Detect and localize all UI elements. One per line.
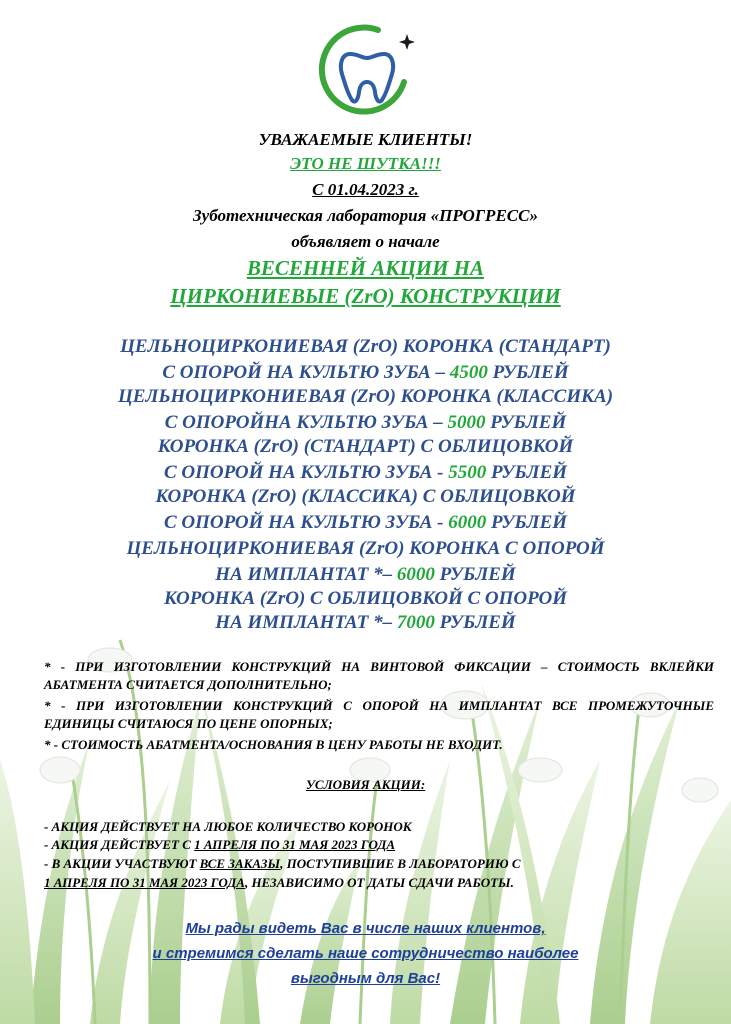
closing-line-3: выгодным для Вас! bbox=[290, 970, 441, 987]
price-item-title: ЦЕЛЬНОЦИРКОНИЕВАЯ (ZrO) КОРОНКА (КЛАССИКА) bbox=[117, 386, 614, 407]
price-item-suffix: РУБЛЕЙ bbox=[485, 412, 567, 433]
price-item-prefix: НА ИМПЛАНТАТ *– bbox=[215, 612, 397, 633]
promo-title-line1: ВЕСЕННЕЙ АКЦИИ НА bbox=[246, 256, 485, 280]
price-item-suffix: РУБЛЕЙ bbox=[486, 512, 568, 533]
price-item-title: ЦЕЛЬНОЦИРКОНИЕВАЯ (ZrO) КОРОНКА С ОПОРОЙ bbox=[126, 538, 605, 559]
price-item-suffix: РУБЛЕЙ bbox=[486, 462, 568, 483]
note-implant-units: * - ПРИ ИЗГОТОВЛЕНИИ КОНСТРУКЦИЙ С ОПОРОЙ НА ИМПЛАНТАТ ВСЕ ПРОМЕЖУТОЧНЫЕ ЕДИНИЦЫ СЧИТАЮСЯ ПО ЦЕНЕ ОПОРНЫХ; bbox=[44, 698, 714, 731]
start-date: С 01.04.2023 г. bbox=[312, 180, 419, 199]
tooth-logo-icon bbox=[312, 22, 422, 117]
price-amount: 5500 bbox=[448, 462, 487, 483]
price-item-line bbox=[0, 564, 731, 586]
condition-line-2 bbox=[44, 836, 714, 854]
condition-line-3-all-orders: ВСЕ ЗАКАЗЫ bbox=[199, 856, 281, 871]
price-item-suffix: РУБЛЕЙ bbox=[434, 612, 516, 633]
price-amount: 6000 bbox=[448, 512, 487, 533]
not-joke-heading: ЭТО НЕ ШУТКА!!! bbox=[290, 154, 441, 173]
condition-line-4-dates: 1 АПРЕЛЯ ПО 31 МАЯ 2023 ГОДА bbox=[44, 875, 245, 890]
price-item-title: КОРОНКА (ZrO) (СТАНДАРТ) С ОБЛИЦОВКОЙ bbox=[157, 436, 574, 457]
condition-line-4 bbox=[44, 874, 714, 892]
price-item-prefix: С ОПОРОЙ НА КУЛЬТЮ ЗУБА - bbox=[163, 462, 449, 483]
promo-title-line2: ЦИРКОНИЕВЫЕ (ZrO) КОНСТРУКЦИИ bbox=[170, 284, 561, 308]
price-item-prefix: С ОПОРОЙ НА КУЛЬТЮ ЗУБА - bbox=[163, 512, 449, 533]
price-item-prefix: С ОПОРОЙ НА КУЛЬТЮ ЗУБА – bbox=[162, 362, 450, 383]
condition-line-3-suffix: , ПОСТУПИВШИЕ В ЛАБОРАТОРИЮ С bbox=[280, 856, 521, 871]
note-abutment-cost: * - СТОИМОСТЬ АБАТМЕНТА/ОСНОВАНИЯ В ЦЕНУ РАБОТЫ НЕ ВХОДИТ. bbox=[44, 737, 503, 752]
conditions-title: УСЛОВИЯ АКЦИИ: bbox=[305, 777, 426, 792]
price-item-title: КОРОНКА (ZrO) (КЛАССИКА) С ОБЛИЦОВКОЙ bbox=[155, 486, 576, 507]
price-amount: 7000 bbox=[396, 612, 435, 633]
price-amount: 6000 bbox=[396, 564, 435, 585]
condition-line-2-prefix: - АКЦИЯ ДЕЙСТВУЕТ С bbox=[44, 837, 195, 852]
price-item-line bbox=[0, 412, 731, 434]
closing-line-2: и стремимся сделать наше сотрудничество наиболее bbox=[152, 945, 579, 962]
price-item-title: КОРОНКА (ZrO) С ОБЛИЦОВКОЙ С ОПОРОЙ bbox=[164, 588, 567, 609]
price-item-title: ЦЕЛЬНОЦИРКОНИЕВАЯ (ZrO) КОРОНКА (СТАНДАРТ) bbox=[120, 336, 611, 357]
condition-line-4-suffix: , НЕЗАВИСИМО ОТ ДАТЫ СДАЧИ РАБОТЫ. bbox=[244, 875, 514, 890]
price-item-line bbox=[0, 512, 731, 534]
condition-line-3 bbox=[44, 855, 714, 873]
price-item-line bbox=[0, 612, 731, 634]
price-item-line bbox=[0, 362, 731, 384]
condition-line-2-dates: 1 АПРЕЛЯ ПО 31 МАЯ 2023 ГОДА bbox=[194, 837, 396, 852]
price-item-prefix: НА ИМПЛАНТАТ *– bbox=[215, 564, 397, 585]
price-item-suffix: РУБЛЕЙ bbox=[487, 362, 569, 383]
condition-line-1: - АКЦИЯ ДЕЙСТВУЕТ НА ЛЮБОЕ КОЛИЧЕСТВО КОРОНОК bbox=[44, 819, 412, 834]
greeting-heading: УВАЖАЕМЫЕ КЛИЕНТЫ! bbox=[258, 130, 473, 149]
price-item-suffix: РУБЛЕЙ bbox=[434, 564, 516, 585]
lab-name-line: Зуботехническая лаборатория «ПРОГРЕСС» bbox=[193, 206, 538, 225]
price-item-prefix: С ОПОРОЙНА КУЛЬТЮ ЗУБА – bbox=[164, 412, 448, 433]
price-amount: 5000 bbox=[447, 412, 486, 433]
note-screw-fixation: * - ПРИ ИЗГОТОВЛЕНИИ КОНСТРУКЦИЙ НА ВИНТОВОЙ ФИКСАЦИИ – СТОИМОСТЬ ВКЛЕЙКИ АБАТМЕНТА СЧИТАЕТСЯ ДОПОЛНИТЕЛЬНО; bbox=[44, 659, 714, 692]
condition-line-3-prefix: - В АКЦИИ УЧАСТВУЮТ bbox=[44, 856, 200, 871]
price-amount: 4500 bbox=[449, 362, 488, 383]
announce-line: объявляет о начале bbox=[291, 232, 440, 251]
closing-line-1: Мы рады видеть Вас в числе наших клиентов, bbox=[185, 920, 546, 937]
price-item-line bbox=[0, 462, 731, 484]
